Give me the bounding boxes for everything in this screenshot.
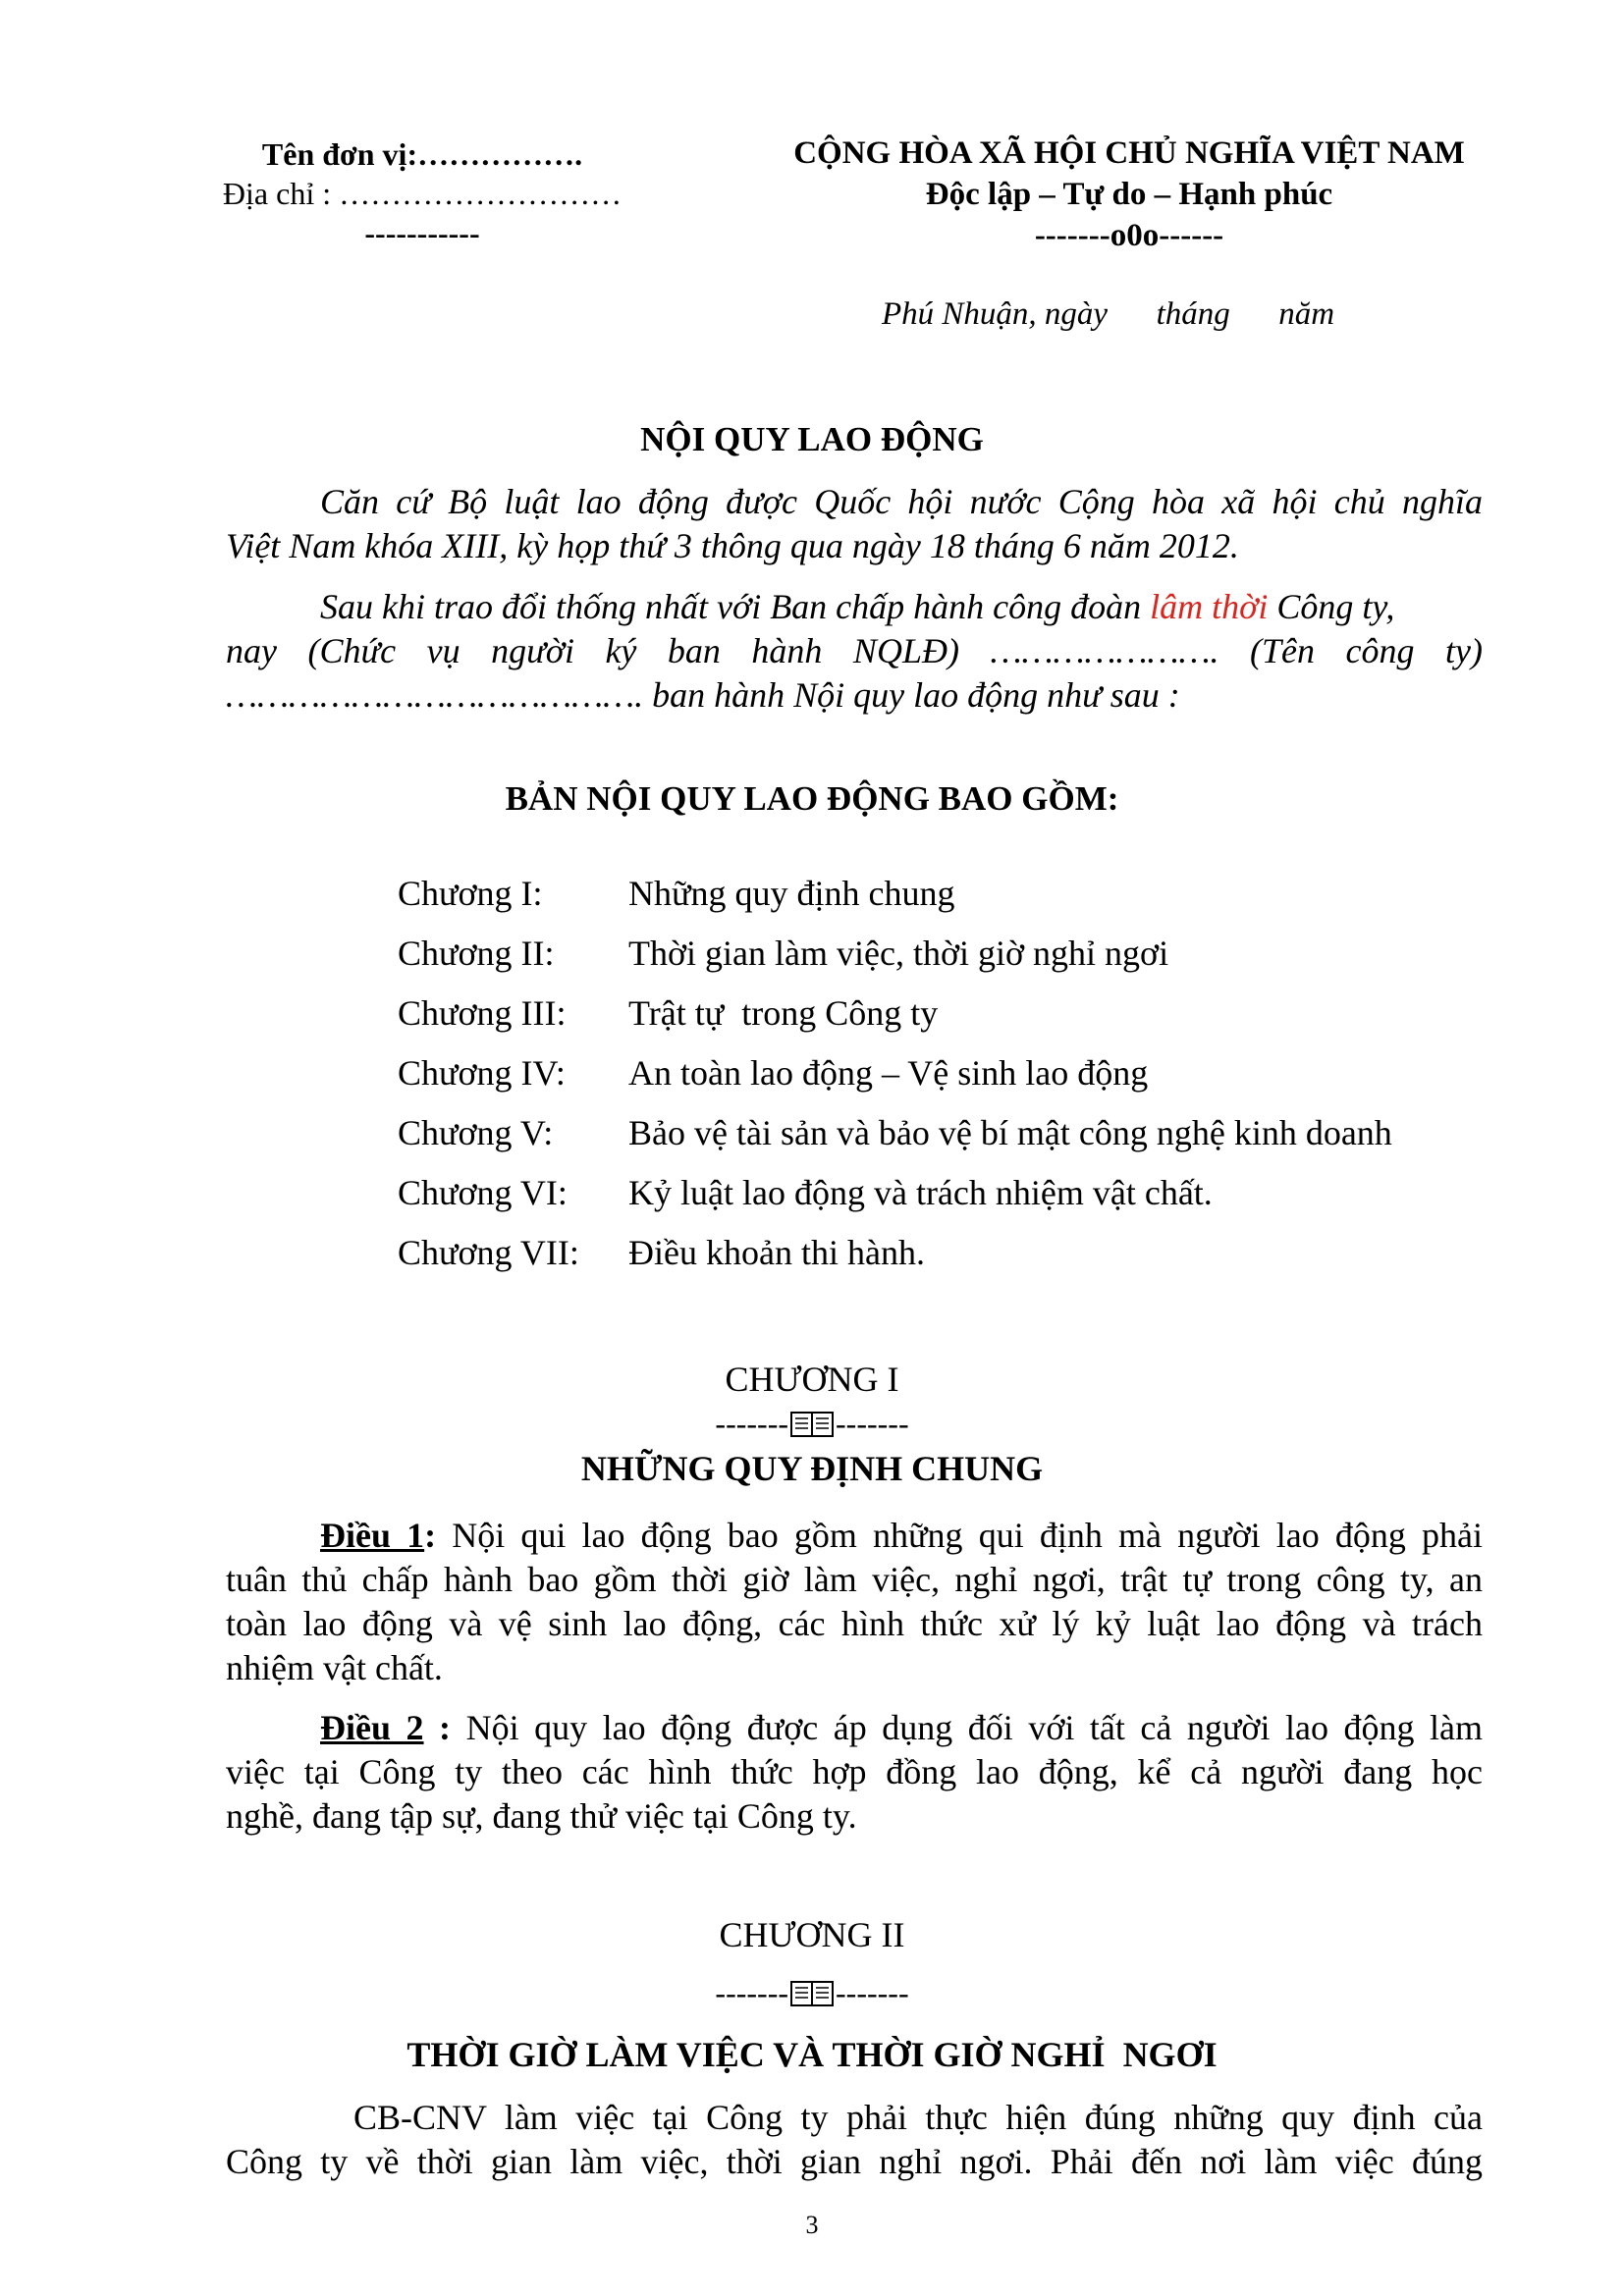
article-1-line-3: toàn lao động và vệ sinh lao động, các hình thức xử lý kỷ luật lao động và trách (226, 1604, 1483, 1643)
article-2-label: Điều 2 (320, 1708, 424, 1747)
preamble-paragraph-2 (320, 585, 1394, 629)
preamble-line-5: …………………………………. ban hành Nội quy lao động như sau : (226, 675, 1180, 715)
country-name: CỘNG HÒA XÃ HỘI CHỦ NGHĨA VIỆT NAM (793, 135, 1465, 171)
chapter-2-heading: THỜI GIỜ LÀM VIỆC VÀ THỜI GIỜ NGHỈ NGƠI (406, 2035, 1218, 2074)
toc-item-3: Chương III: Trật tự trong Công ty (398, 993, 939, 1033)
preamble-line-4: nay (Chức vụ người ký ban hành NQLĐ) …………………. (Tên công ty) (226, 631, 1483, 670)
contents-title: BẢN NỘI QUY LAO ĐỘNG BAO GỒM: (505, 779, 1119, 818)
document-title: NỘI QUY LAO ĐỘNG (640, 420, 984, 458)
article-2-line-3: nghề, đang tập sự, đang thử việc tại Công ty. (226, 1796, 857, 1836)
article-2-line-2: việc tại Công ty theo các hình thức hợp đồng lao động, kể cả người đang học (226, 1752, 1483, 1791)
chapter-2-label: CHƯƠNG II (719, 1915, 905, 1954)
toc-item-6: Chương VI: Kỷ luật lao động và trách nhiệm vật chất. (398, 1173, 1213, 1212)
chapter-1-ornament: ------- ------- (715, 1406, 909, 1441)
article-1-line-2: tuân thủ chấp hành bao gồm thời giờ làm việc, nghỉ ngơi, trật tự trong công ty, an (226, 1560, 1483, 1599)
date-line: Phú Nhuận, ngày tháng năm (882, 296, 1335, 332)
preamble-line-1: Căn cứ Bộ luật lao động được Quốc hội nước Cộng hòa xã hội chủ nghĩa (320, 482, 1483, 521)
preamble-text-a: Sau khi trao đổi thống nhất với Ban chấp hành công đoàn (320, 587, 1151, 626)
toc-item-4: Chương IV: An toàn lao động – Vệ sinh lao động (398, 1053, 1149, 1093)
chapter-2-line-1: CB-CNV làm việc tại Công ty phải thực hiện đúng những quy định của (353, 2098, 1483, 2137)
article-2-line-1: Điều 2 : Nội quy lao động được áp dụng đối với tất cả người lao động làm (320, 1708, 1483, 1747)
page-number: 3 (805, 2211, 819, 2239)
left-divider: ----------- (364, 215, 480, 250)
chapter-1-label: CHƯƠNG I (725, 1360, 899, 1399)
chapter-2-line-2: Công ty về thời gian làm việc, thời gian nghỉ ngơi. Phải đến nơi làm việc đúng (226, 2142, 1483, 2181)
highlight-text: lâm thời (1150, 587, 1269, 626)
toc-item-2: Chương II: Thời gian làm việc, thời giờ nghỉ ngơi (398, 934, 1169, 973)
right-divider: -------o0o------ (1034, 218, 1224, 253)
article-1-line-1: Điều 1: Nội qui lao động bao gồm những qui định mà người lao động phải (320, 1516, 1483, 1555)
unit-name-label: Tên đơn vị:……………. (261, 136, 583, 172)
open-book-icon (790, 1411, 834, 1438)
article-1-label: Điều 1 (320, 1516, 425, 1555)
chapter-1-heading: NHỮNG QUY ĐỊNH CHUNG (580, 1449, 1044, 1488)
chapter-2-ornament: ------- ------- (715, 1975, 909, 2010)
open-book-icon (790, 1980, 834, 2007)
address-label: Địa chỉ : ……………………… (222, 176, 623, 211)
preamble-text-b: Công ty, (1268, 587, 1395, 626)
toc-item-1: Chương I: Những quy định chung (398, 874, 955, 913)
toc-item-7: Chương VII: Điều khoản thi hành. (398, 1233, 925, 1272)
article-1-line-4: nhiệm vật chất. (226, 1648, 443, 1687)
national-motto: Độc lập – Tự do – Hạnh phúc (925, 177, 1333, 212)
preamble-line-2: Việt Nam khóa XIII, kỳ họp thứ 3 thông qua ngày 18 tháng 6 năm 2012. (226, 526, 1239, 565)
toc-item-5: Chương V: Bảo vệ tài sản và bảo vệ bí mật công nghệ kinh doanh (398, 1113, 1392, 1152)
